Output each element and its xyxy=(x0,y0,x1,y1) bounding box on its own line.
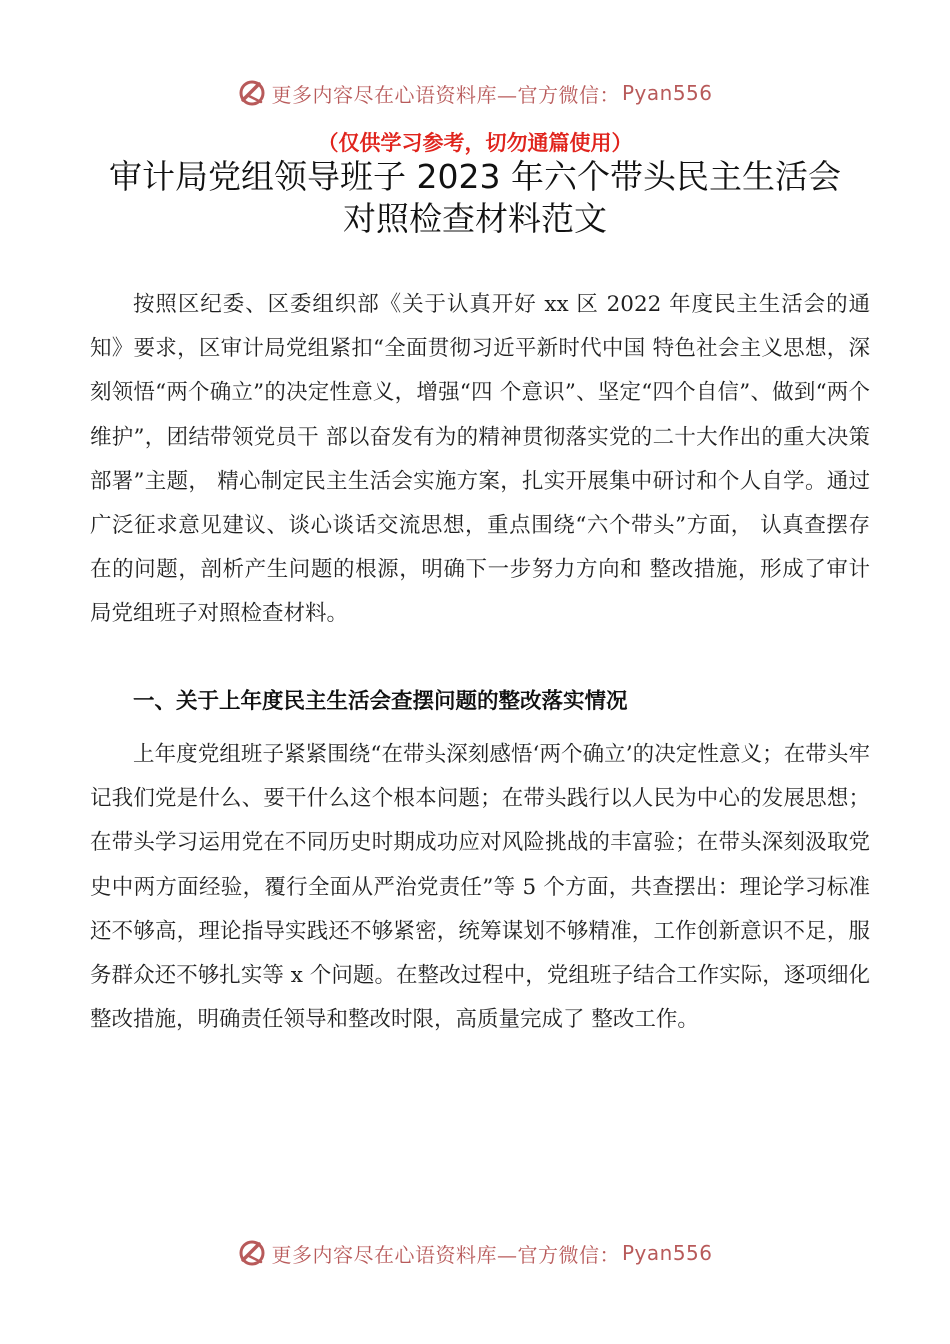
section-heading-1: 一、关于上年度民主生活会查摆问题的整改落实情况 xyxy=(133,689,628,714)
banner-text: 更多内容尽在心语资料库—官方微信： xyxy=(271,82,620,107)
brush-seal-logo-icon xyxy=(237,78,267,108)
banner-wechat-id: Pyan556 xyxy=(621,1241,713,1265)
title-line-1: 审计局党组领导班子 2023 年六个带头民主生活会 xyxy=(109,157,841,196)
document-title xyxy=(40,156,910,240)
section-1-paragraph: 上年度党组班子紧紧围绕“在带头深刻感悟‘两个确立’的决定性意义；在带头牢记我们党是什么、要干什么这个根本问题；在带头践行以人民为中心的发展思想；在带头学习运用党在不同历史时期成功应对风险挑战的丰富验；在带头深刻汲取党史中两方面经验，覆行全面从严治党责任”等 5 个方面，共查摆出：理论学习标准还不够高，理论指导实践还不够紧密，统筹谋划不够精准，工作创新意识不足，服务群众还不够扎实等 x 个问题。在整改过程中，党组班子结合工作实际，逐项细化整改措施，明确责任领导和整改时限，高质量完成了 整改工作。 xyxy=(90,742,870,1033)
footer-watermark-banner xyxy=(0,1236,950,1270)
intro-paragraph: 按照区纪委、区委组织部《关于认真开好 xx 区 2022 年度民主生活会的通知》要求，区审计局党组紧扣“全面贯彻习近平新时代中国 特色社会主义思想，深刻领悟“两个确立”的决定性意义，增强“四 个意识”、坚定“四个自信”、做到“两个维护”，团结带领党员干 部以奋发有为的精神贯彻落实党的二十大作出的重大决策部署”主题， 精心制定民主生活会实施方案，扎实开展集中研讨和个人自学。通过 广泛征求意见建议、谈心谈话交流思想，重点围绕“六个带头”方面， 认真查摆存在的问题，剖析产生问题的根源，明确下一步努力方向和 整改措施，形成了审计局党组班子对照检查材料。 xyxy=(90,292,870,627)
banner-wechat-id: Pyan556 xyxy=(621,81,713,105)
header-watermark-banner xyxy=(0,76,950,110)
brush-seal-logo-icon xyxy=(237,1238,267,1268)
banner-text: 更多内容尽在心语资料库—官方微信： xyxy=(271,1242,620,1267)
title-line-2: 对照检查材料范文 xyxy=(343,199,607,238)
disclaimer-note: （仅供学习参考，切勿通篇使用） xyxy=(317,131,633,155)
